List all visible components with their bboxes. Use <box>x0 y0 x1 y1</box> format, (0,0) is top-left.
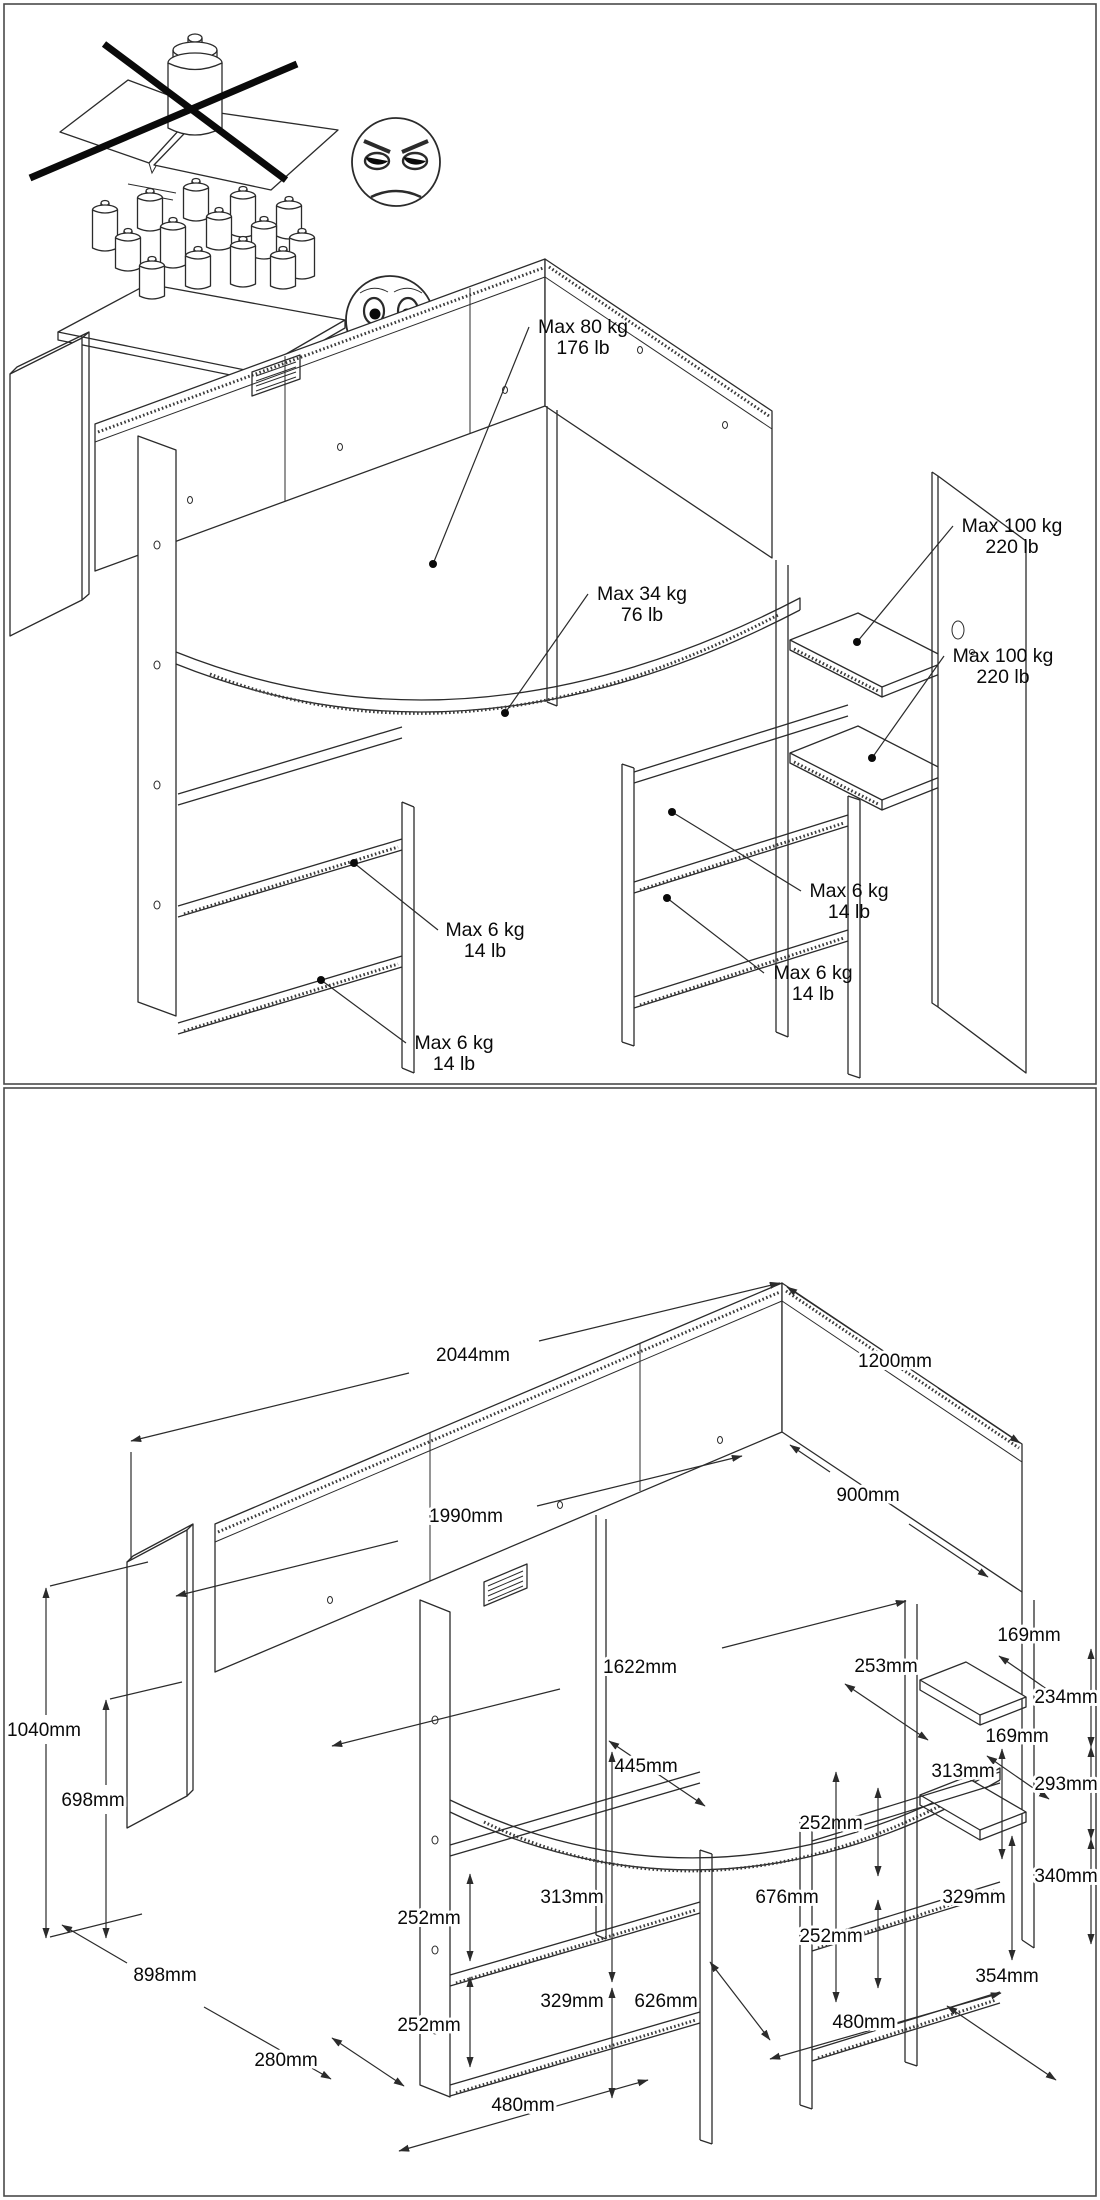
dimension-text: 1040mm <box>7 1720 81 1741</box>
small-weight-icon <box>116 229 141 272</box>
dimension-text: 313mm <box>540 1887 604 1908</box>
small-weight-icon <box>138 189 163 232</box>
dimension-text: 1990mm <box>429 1506 503 1527</box>
dimension-d252ct <box>799 1788 878 1876</box>
leader-dot <box>868 754 876 762</box>
angry-face-icon <box>352 118 440 206</box>
small-weight-icon <box>186 247 211 290</box>
dimension-text: 1622mm <box>603 1657 677 1678</box>
dimension-text: 169mm <box>997 1625 1061 1646</box>
dimension-d329l <box>540 1988 612 2098</box>
dimension-d293 <box>1034 1747 1097 1839</box>
small-weight-icon <box>184 179 209 222</box>
weight-label-text: Max 6 kg 14 lb <box>773 962 853 1005</box>
dimension-text: 354mm <box>975 1966 1039 1987</box>
vent-grille-icon <box>484 1564 527 1606</box>
dimension-text: 2044mm <box>436 1345 510 1366</box>
dimension-text: 445mm <box>614 1756 678 1777</box>
dimension-text: 252mm <box>799 1926 863 1947</box>
dimension-text: 252mm <box>799 1813 863 1834</box>
weight-label-text: Max 100 kg 220 lb <box>952 645 1054 688</box>
weight-label-text: Max 34 kg 76 lb <box>597 583 687 626</box>
dimension-d354 <box>947 1966 1056 2080</box>
weight-label-text: Max 80 kg 176 lb <box>538 316 628 359</box>
dimension-text: 293mm <box>1034 1774 1098 1795</box>
dimension-text: 480mm <box>832 2012 896 2033</box>
forbidden-pictogram <box>30 34 440 206</box>
dimension-text: 340mm <box>1034 1866 1098 1887</box>
leader-dot <box>350 859 358 867</box>
small-weight-icon <box>271 247 296 290</box>
small-weight-icon <box>207 208 232 251</box>
leader-dot <box>501 709 509 717</box>
dimension-d253 <box>845 1656 928 1740</box>
dimension-text: 698mm <box>61 1790 125 1811</box>
weight-label-max34 <box>501 583 687 717</box>
dimension-text: 252mm <box>397 1908 461 1929</box>
weight-label-text: Max 100 kg 220 lb <box>961 515 1063 558</box>
small-weights-group <box>93 179 315 300</box>
dimension-text: 234mm <box>1034 1687 1098 1708</box>
dimension-d340 <box>1034 1839 1097 1944</box>
dimension-text: 253mm <box>854 1656 918 1677</box>
weight-label-max6d <box>663 894 853 1005</box>
leader-dot <box>317 976 325 984</box>
leader-dot <box>663 894 671 902</box>
dimension-d676 <box>755 1772 836 2002</box>
bed-drawing-top <box>10 259 1026 1078</box>
dimension-text: 329mm <box>540 1991 604 2012</box>
weight-label-max6c <box>668 808 889 923</box>
weight-label-text: Max 6 kg 14 lb <box>809 880 889 923</box>
dimension-d280 <box>254 2038 404 2086</box>
bed-drawing-bottom <box>127 1283 1034 2144</box>
dimension-d252cb <box>799 1900 878 1988</box>
small-weight-icon <box>93 201 118 252</box>
leader-dot <box>429 560 437 568</box>
dimension-text: 676mm <box>755 1887 819 1908</box>
dimension-d626 <box>634 1962 770 2040</box>
leader-dot <box>668 808 676 816</box>
dimension-text: 1200mm <box>858 1351 932 1372</box>
dimension-text: 626mm <box>634 1991 698 2012</box>
small-weight-icon <box>231 237 256 288</box>
dimension-text: 280mm <box>254 2050 318 2071</box>
dimension-d445 <box>609 1741 705 1806</box>
dimension-d480r <box>770 1993 1001 2059</box>
dimension-text: 313mm <box>931 1761 995 1782</box>
dimension-text: 898mm <box>133 1965 197 1986</box>
leader-dot <box>853 638 861 646</box>
dimension-text: 169mm <box>985 1726 1049 1747</box>
dimension-text: 329mm <box>942 1887 1006 1908</box>
heavy-weight-icon <box>168 34 222 135</box>
dimension-text: 252mm <box>397 2015 461 2036</box>
weight-label-max6b <box>317 976 494 1075</box>
weight-label-text: Max 6 kg 14 lb <box>445 919 525 962</box>
small-weight-icon <box>140 257 165 300</box>
dimension-text: 900mm <box>836 1485 900 1506</box>
weight-label-max6a <box>350 859 525 962</box>
weight-label-text: Max 6 kg 14 lb <box>414 1032 494 1075</box>
dimension-d1622 <box>332 1601 906 1746</box>
small-weight-icon <box>161 218 186 269</box>
dimension-text: 480mm <box>491 2095 555 2116</box>
